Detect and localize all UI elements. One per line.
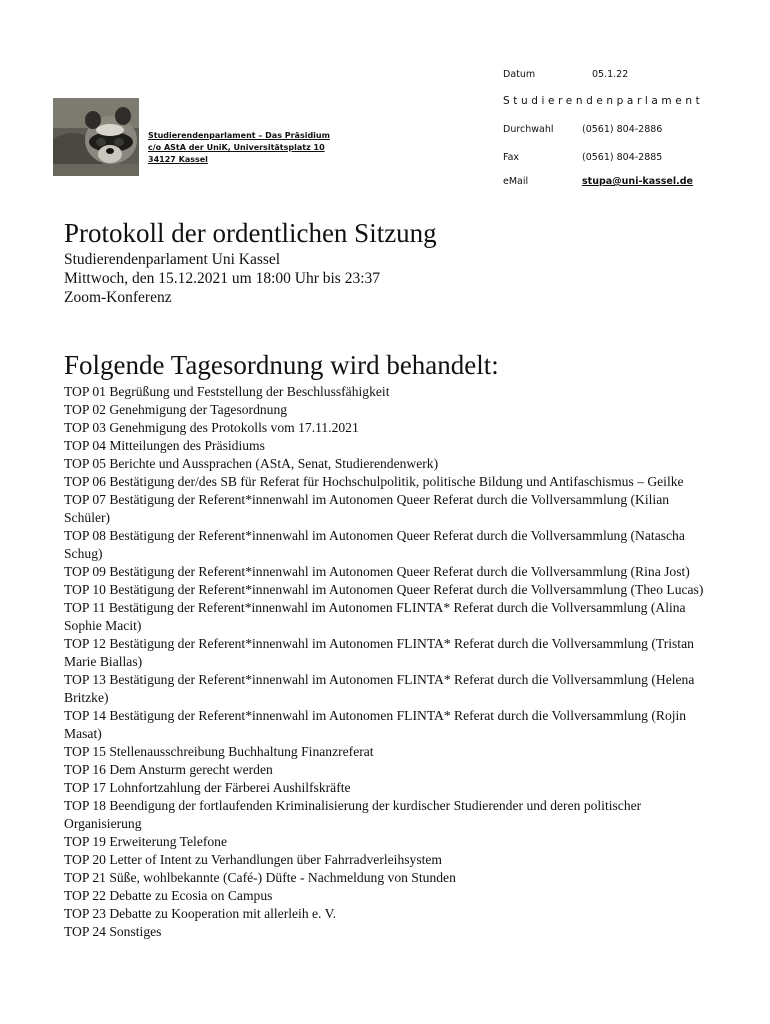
- org-name: Studierendenparlament: [503, 95, 704, 107]
- agenda-item: TOP 04 Mitteilungen des Präsidiums: [64, 438, 265, 453]
- agenda-item: TOP 16 Dem Ansturm gerecht werden: [64, 762, 273, 777]
- agenda-item: TOP 13 Bestätigung der Referent*innenwahl im Autonomen FLINTA* Referat durch die Vollversammlung (Helena Britzke): [64, 672, 695, 705]
- agenda-item: TOP 23 Debatte zu Kooperation mit allerleih e. V.: [64, 906, 337, 921]
- fax-label: Fax: [503, 152, 520, 163]
- address-line-2: c/o AStA der UniK, Universitätsplatz 10: [148, 143, 325, 152]
- agenda-item: TOP 18 Beendigung der fortlaufenden Kriminalisierung der kurdischer Studierender und deren politischer Organisierung: [64, 798, 642, 831]
- agenda-item: TOP 15 Stellenausschreibung Buchhaltung Finanzreferat: [64, 744, 374, 759]
- agenda-item: TOP 06 Bestätigung der/des SB für Referat für Hochschulpolitik, politische Bildung und Antifaschismus – Geilke: [64, 474, 684, 489]
- email-link[interactable]: stupa@uni-kassel.de: [582, 176, 693, 187]
- protocol-line-1: Studierendenparlament Uni Kassel: [64, 251, 281, 268]
- agenda-title: Folgende Tagesordnung wird behandelt:: [64, 350, 499, 380]
- agenda-item: TOP 19 Erweiterung Telefone: [64, 834, 228, 849]
- protocol-line-2: Mittwoch, den 15.12.2021 um 18:00 Uhr bis 23:37: [64, 270, 381, 287]
- agenda-item: TOP 03 Genehmigung des Protokolls vom 17.11.2021: [64, 420, 359, 435]
- fax-value: (0561) 804-2885: [582, 152, 663, 163]
- agenda-item: TOP 17 Lohnfortzahlung der Färberei Aushilfskräfte: [64, 780, 351, 795]
- agenda-item: TOP 12 Bestätigung der Referent*innenwahl im Autonomen FLINTA* Referat durch die Vollversammlung (Tristan Marie Biallas): [64, 636, 694, 669]
- agenda-item: TOP 11 Bestätigung der Referent*innenwahl im Autonomen FLINTA* Referat durch die Vollversammlung (Alina Sophie Macit): [64, 600, 686, 633]
- protocol-line-3: Zoom-Konferenz: [64, 289, 172, 306]
- agenda-item: TOP 21 Süße, wohlbekannte (Café-) Düfte - Nachmeldung von Stunden: [64, 870, 456, 885]
- sender-address: [148, 130, 330, 166]
- raccoon-logo-image: [53, 98, 139, 176]
- agenda-item: TOP 07 Bestätigung der Referent*innenwahl im Autonomen Queer Referat durch die Vollversammlung (Kilian Schüler): [64, 492, 670, 525]
- agenda-item: TOP 10 Bestätigung der Referent*innenwahl im Autonomen Queer Referat durch die Vollversammlung (Theo Lucas): [64, 582, 704, 597]
- datum-label: Datum: [503, 69, 536, 80]
- agenda-item: TOP 09 Bestätigung der Referent*innenwahl im Autonomen Queer Referat durch die Vollversammlung (Rina Jost): [64, 564, 690, 579]
- agenda-item: TOP 08 Bestätigung der Referent*innenwahl im Autonomen Queer Referat durch die Vollversammlung (Natascha Schug): [64, 528, 685, 561]
- agenda-item: TOP 05 Berichte und Aussprachen (AStA, Senat, Studierendenwerk): [64, 456, 439, 471]
- datum-value: 05.1.22: [592, 69, 629, 80]
- agenda-item: TOP 22 Debatte zu Ecosia on Campus: [64, 888, 273, 903]
- email-label: eMail: [503, 176, 529, 187]
- agenda-item: TOP 20 Letter of Intent zu Verhandlungen über Fahrradverleihsystem: [64, 852, 443, 867]
- durchwahl-value: (0561) 804-2886: [582, 124, 663, 135]
- agenda-item: TOP 14 Bestätigung der Referent*innenwahl im Autonomen FLINTA* Referat durch die Vollversammlung (Rojin Masat): [64, 708, 687, 741]
- durchwahl-label: Durchwahl: [503, 124, 554, 135]
- protocol-title: Protokoll der ordentlichen Sitzung: [64, 218, 437, 248]
- protocol-meta: [64, 250, 380, 307]
- agenda-item: TOP 24 Sonstiges: [64, 924, 162, 939]
- address-line-3: 34127 Kassel: [148, 155, 208, 164]
- address-line-1: Studierendenparlament – Das Präsidium: [148, 131, 330, 140]
- agenda-item: TOP 02 Genehmigung der Tagesordnung: [64, 402, 288, 417]
- agenda-item: TOP 01 Begrüßung und Feststellung der Beschlussfähigkeit: [64, 384, 390, 399]
- agenda-list: [64, 383, 714, 941]
